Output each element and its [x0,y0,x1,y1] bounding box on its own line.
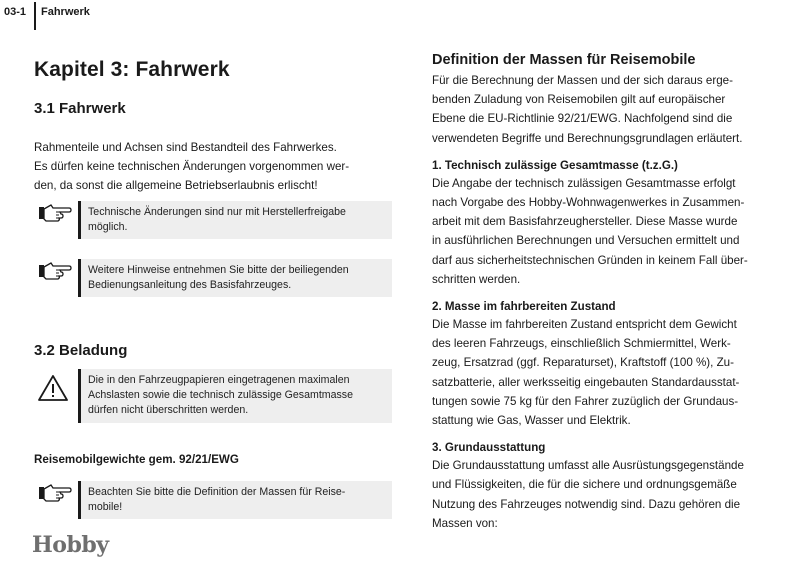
warning-line: dürfen nicht überschritten werden. [88,404,249,416]
text-line: verwendeten Begriffe und Berechnungsgrundlagen erläutert. [432,131,743,145]
section1-paragraph [34,138,394,195]
hobby-logo: Hobby [32,532,109,558]
grundausstattung-paragraph [432,456,787,533]
gesamtmasse-paragraph [432,174,787,289]
note-line: mobile! [88,501,123,513]
warning-note [38,369,392,425]
section-heading-fahrbereit: 2. Masse im fahrbereiten Zustand [432,300,616,314]
header-title: Fahrwerk [41,6,90,18]
subheading-reisemobilgewichte: Reisemobilgewichte gem. 92/21/EWG [34,453,239,466]
text-line: Für die Berechnung der Massen und der sich daraus erge- [432,74,733,87]
section-heading-grundausstattung: 3. Grundausstattung [432,441,546,455]
note-box [78,201,392,239]
text-line: des leeren Fahrzeugs, einschließlich Schmiermittel, Werk- [432,337,731,351]
text-line: Massen von: [432,516,498,530]
text-line: Nutzung des Fahrzeuges notwendig sind. Dazu gehören die [432,497,741,511]
note-hint-3 [38,481,392,521]
text-line: und Flüssigkeiten, die für die sichere und ordnungsgemäße [432,478,737,492]
text-line: arbeit mit dem Basisfahrzeughersteller. Diese Masse wurde [432,215,738,229]
page-number: 03-1 [4,6,27,18]
pointing-hand-icon [38,201,72,225]
note-box [78,259,392,297]
intro-paragraph [432,71,787,148]
note-hint-2 [38,259,392,299]
note-line: Bedienungsanleitung des Basisfahrzeuges. [88,279,292,291]
header-divider [34,2,36,30]
warning-line: Achslasten sowie die technisch zulässige Gesamtmasse [88,389,353,401]
page-header [0,0,800,26]
warning-triangle-icon [38,373,72,403]
note-box [78,481,392,519]
right-column [432,52,787,533]
chapter-title: Kapitel 3: Fahrwerk [34,58,230,81]
text-line: den, da sonst die allgemeine Betriebserlaubnis erlischt! [34,179,318,192]
note-hint-1 [38,201,392,241]
note-line: Technische Änderungen sind nur mit Herstellerfreigabe [88,206,346,218]
text-line: nach Vorgabe des Hobby-Wohnwagenwerkes in Zusammen- [432,196,745,210]
text-line: Die Angabe der technisch zulässigen Gesamtmasse erfolgt [432,176,736,190]
pointing-hand-icon [38,481,72,505]
pointing-hand-icon [38,259,72,283]
section-title-fahrwerk: 3.1 Fahrwerk [34,100,126,117]
text-line: darf aus sicherheitstechnischen Gründen in keinem Fall über- [432,253,748,267]
text-line: benden Zuladung von Reisemobilen gilt auf europäischer [432,93,726,107]
fahrbereit-paragraph [432,315,787,430]
text-line: Die Grundausstattung umfasst alle Ausrüstungsgegenstände [432,459,744,473]
text-line: Ebene die EU-Richtlinie 92/21/EWG. Nachfolgend sind die [432,112,733,126]
text-line: Die Masse im fahrbereiten Zustand entspricht dem Gewicht [432,318,737,332]
text-line: in ausführlichen Berechnungen und Versuchen ermittelt und [432,234,740,248]
text-line: Es dürfen keine technischen Änderungen vorgenommen wer- [34,160,350,173]
text-line: Rahmenteile und Achsen sind Bestandteil des Fahrwerkes. [34,141,337,154]
text-line: satzbatterie, aller werksseitig eingebauten Standardausstat- [432,375,740,389]
text-line: tungen sowie 75 kg für den Fahrer zuzüglich der Grundaus- [432,394,739,408]
section-heading-gesamtmasse: 1. Technisch zulässige Gesamtmasse (t.z.G.) [432,158,678,172]
text-line: zeug, Ersatzrad (ggf. Reparaturset), Kraftstoff (100 %), Zu- [432,356,734,370]
warning-line: Die in den Fahrzeugpapieren eingetragenen maximalen [88,374,350,386]
text-line: stattung wie Gas, Wasser und Elektrik. [432,414,631,428]
warning-box [78,369,392,423]
section-title-beladung: 3.2 Beladung [34,342,128,359]
note-line: Weitere Hinweise entnehmen Sie bitte der beiliegenden [88,264,349,276]
text-line: schritten werden. [432,272,521,286]
note-line: Beachten Sie bitte die Definition der Massen für Reise- [88,486,346,498]
massen-definition-title: Definition der Massen für Reisemobile [432,52,696,68]
note-line: möglich. [88,221,128,233]
